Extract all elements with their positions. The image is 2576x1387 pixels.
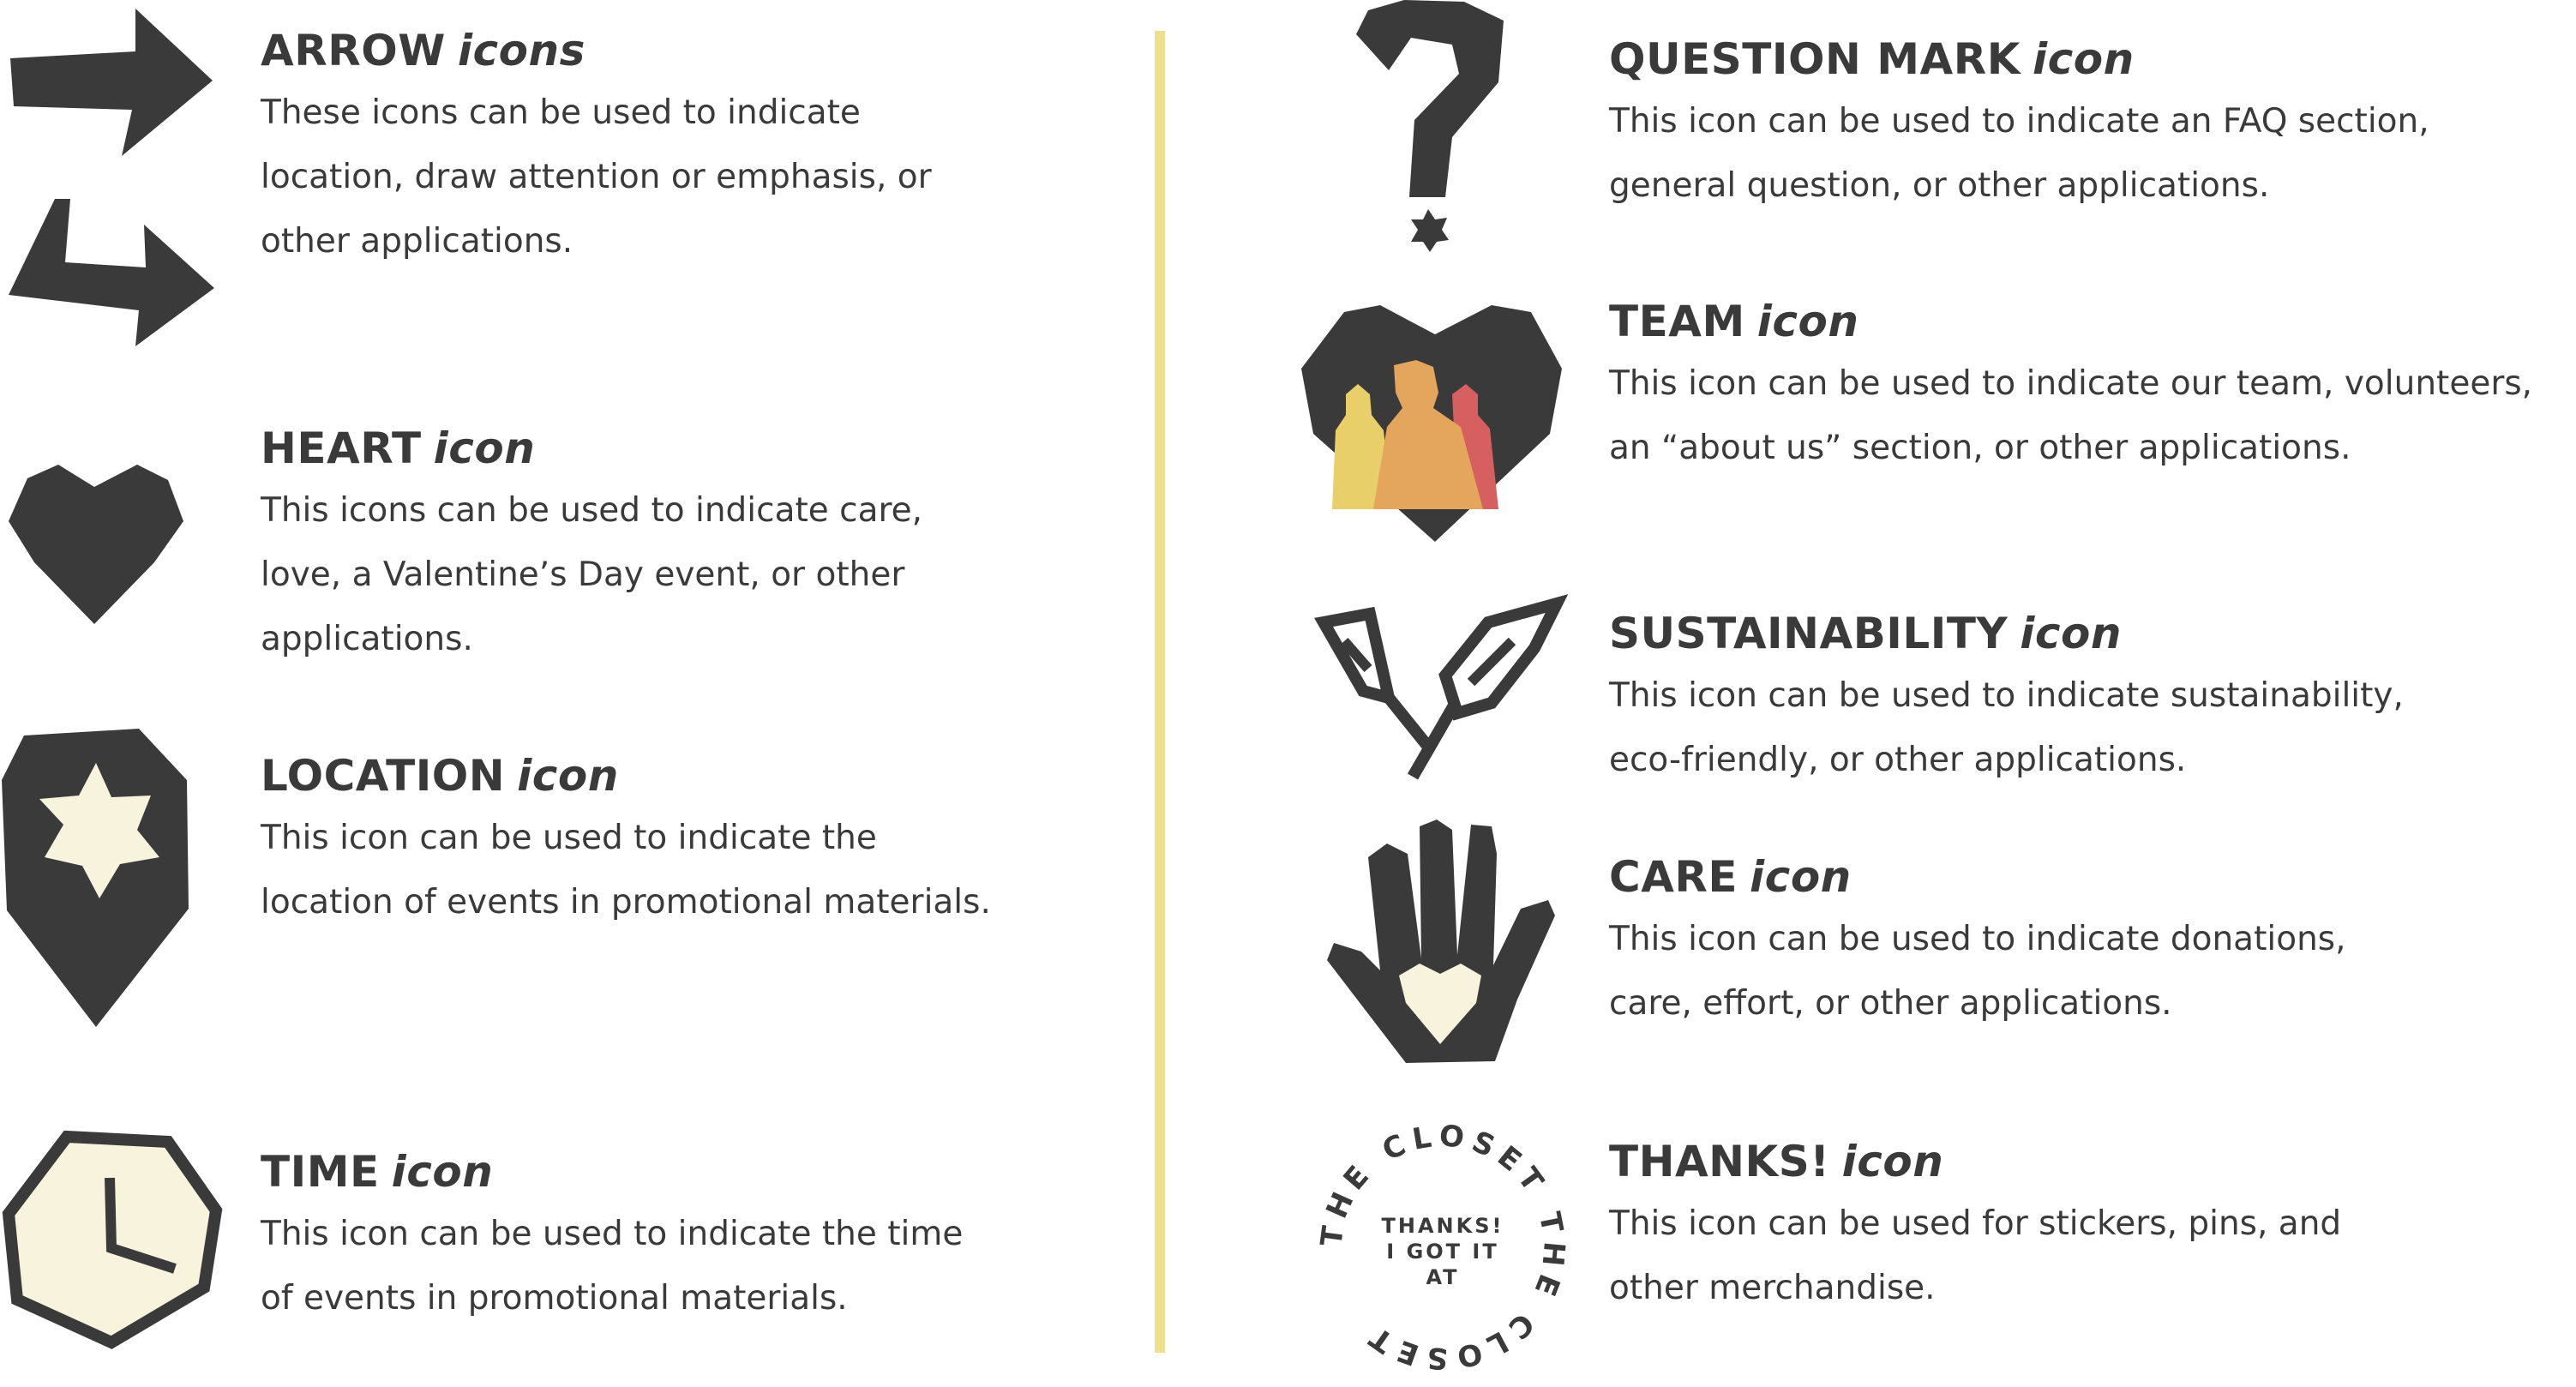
title-text: ARROW bbox=[261, 26, 446, 75]
title-suffix: icon bbox=[433, 423, 536, 473]
badge-center-line-3: AT bbox=[1426, 1265, 1460, 1289]
description-line: an “about us” section, or other applications. bbox=[1609, 429, 2351, 467]
description-line: This icon can be used to indicate donations, bbox=[1609, 920, 2346, 958]
section-description bbox=[261, 806, 991, 934]
section-title bbox=[261, 1147, 963, 1197]
title-suffix: icons bbox=[457, 26, 585, 75]
section-description bbox=[261, 478, 922, 671]
description-line: general question, or other applications. bbox=[1609, 166, 2270, 205]
description-line: This icon can be used for stickers, pins, and bbox=[1609, 1204, 2342, 1243]
title-suffix: icon bbox=[517, 751, 619, 801]
title-text: THANKS! bbox=[1609, 1137, 1830, 1186]
bent-arrow-icon bbox=[9, 199, 214, 346]
section-description bbox=[1609, 907, 2346, 1036]
description-line: eco-friendly, or other applications. bbox=[1609, 741, 2187, 779]
section-title bbox=[1609, 609, 2404, 658]
section-description bbox=[1609, 1192, 2341, 1320]
description-line: This icon can be used to indicate our team, volunteers, bbox=[1609, 364, 2533, 403]
title-text: TIME bbox=[261, 1147, 380, 1197]
section-title bbox=[1609, 34, 2429, 84]
star-dot-icon bbox=[1411, 209, 1449, 252]
section-title bbox=[1609, 852, 2346, 902]
care-section bbox=[1609, 852, 2346, 1036]
description-line: care, effort, or other applications. bbox=[1609, 984, 2172, 1023]
badge-ring-text: THE CLOSET THE CLOSET bbox=[1314, 1118, 1572, 1376]
heart-section bbox=[261, 423, 922, 671]
section-description bbox=[261, 81, 932, 273]
description-line: This icon can be used to indicate the bbox=[261, 819, 877, 857]
description-line: This icons can be used to indicate care, bbox=[261, 491, 923, 530]
title-text: CARE bbox=[1609, 852, 1738, 902]
badge-center-line-1: THANKS! bbox=[1381, 1214, 1504, 1238]
section-title bbox=[1609, 1137, 2341, 1186]
arrow-section bbox=[261, 26, 932, 273]
arrow-icons bbox=[9, 5, 219, 348]
title-suffix: icon bbox=[2020, 609, 2122, 658]
description-line: This icon can be used to indicate an FAQ section, bbox=[1609, 102, 2429, 141]
thanks-section bbox=[1609, 1137, 2341, 1320]
description-line: applications. bbox=[261, 620, 473, 658]
badge-center-line-2: I GOT IT bbox=[1386, 1240, 1499, 1264]
description-line: of events in promotional materials. bbox=[261, 1279, 848, 1318]
title-text: SUSTAINABILITY bbox=[1609, 609, 2009, 658]
description-line: location, draw attention or emphasis, or bbox=[261, 158, 932, 196]
title-text: TEAM bbox=[1609, 297, 1745, 346]
section-title bbox=[261, 751, 991, 801]
question-mark-icon bbox=[1353, 0, 1507, 253]
description-line: other applications. bbox=[261, 222, 573, 261]
heart-icon bbox=[9, 461, 184, 626]
location-section bbox=[261, 751, 991, 934]
hand-heart-icon bbox=[1327, 820, 1557, 1065]
sprout-icon bbox=[1320, 597, 1569, 785]
section-description bbox=[1609, 89, 2429, 218]
description-line: This icon can be used to indicate the time bbox=[261, 1215, 964, 1253]
team-icon bbox=[1301, 305, 1567, 545]
description-line: These icons can be used to indicate bbox=[261, 93, 861, 132]
time-section bbox=[261, 1147, 963, 1330]
section-title bbox=[261, 26, 932, 75]
title-suffix: icon bbox=[391, 1147, 494, 1197]
clock-icon bbox=[5, 1132, 221, 1346]
description-line: This icon can be used to indicate sustainability, bbox=[1609, 676, 2404, 715]
title-suffix: icon bbox=[2032, 34, 2135, 84]
section-title bbox=[1609, 297, 2532, 346]
straight-arrow-icon bbox=[10, 9, 213, 156]
title-text: HEART bbox=[261, 423, 422, 473]
section-description bbox=[1609, 351, 2532, 480]
section-title bbox=[261, 423, 922, 473]
thanks-badge-icon bbox=[1314, 1118, 1572, 1376]
title-text: QUESTION MARK bbox=[1609, 34, 2021, 84]
section-description bbox=[1609, 663, 2404, 792]
description-line: location of events in promotional materials. bbox=[261, 883, 991, 922]
question-section bbox=[1609, 34, 2429, 218]
title-suffix: icon bbox=[1756, 297, 1859, 346]
section-description bbox=[261, 1202, 963, 1330]
team-section bbox=[1609, 297, 2532, 480]
title-suffix: icon bbox=[1750, 852, 1852, 902]
title-suffix: icon bbox=[1841, 1137, 1944, 1186]
location-pin-icon bbox=[0, 729, 193, 1029]
column-divider bbox=[1155, 31, 1165, 1353]
description-line: other merchandise. bbox=[1609, 1269, 1936, 1307]
title-text: LOCATION bbox=[261, 751, 506, 801]
sustainability-section bbox=[1609, 609, 2404, 792]
description-line: love, a Valentine’s Day event, or other bbox=[261, 555, 905, 594]
